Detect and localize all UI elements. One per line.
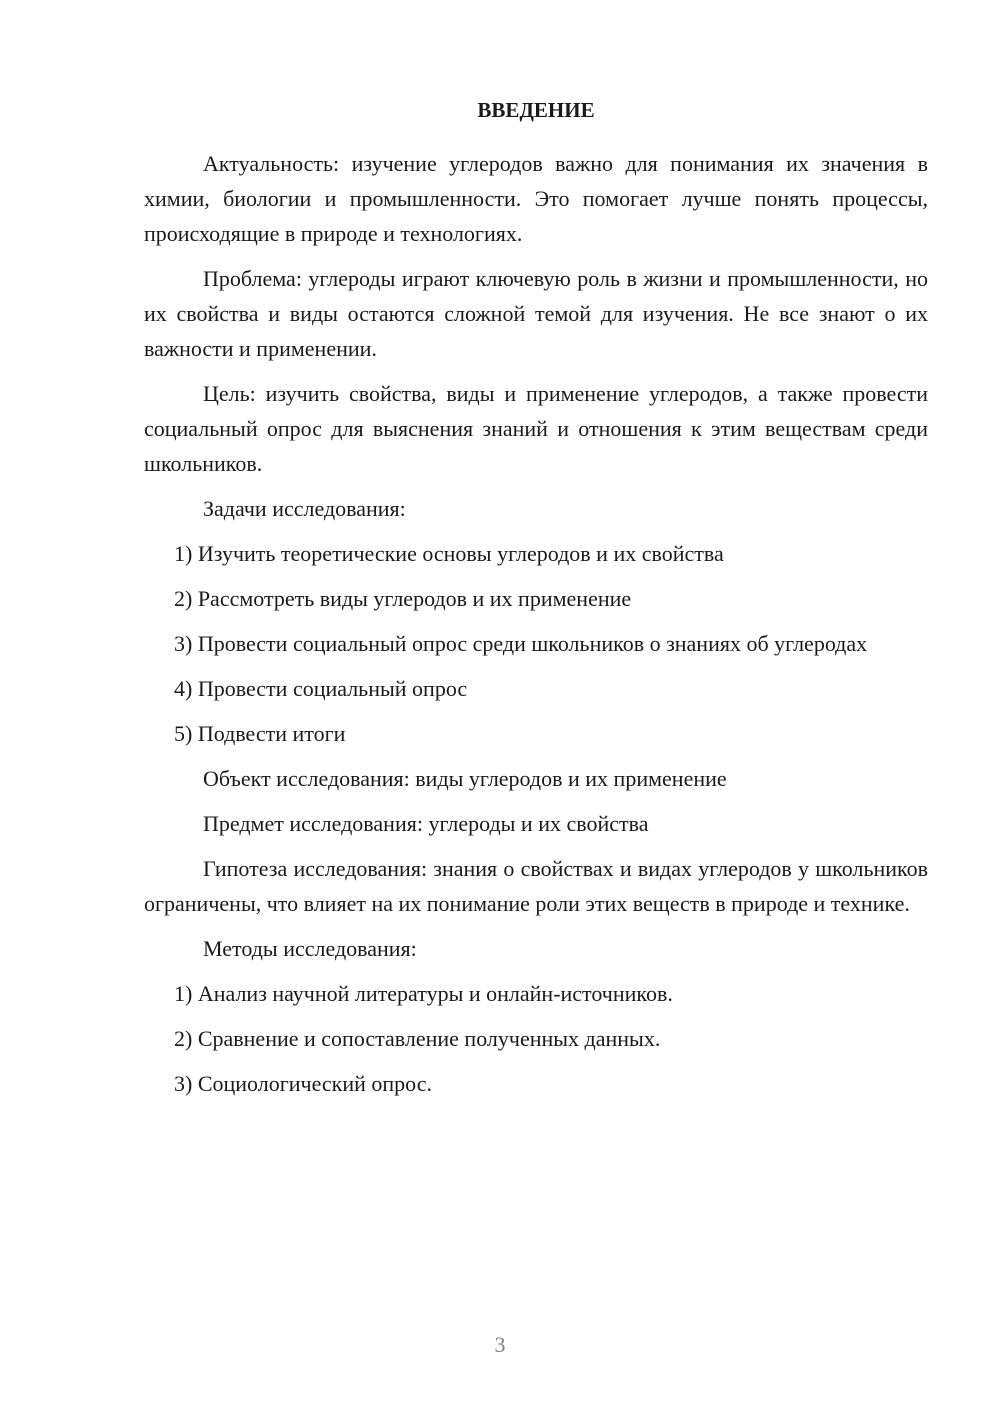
task-item-3: 3) Провести социальный опрос среди школьников о знаниях об углеродах	[174, 631, 868, 656]
subject-paragraph: Предмет исследования: углероды и их свойства	[203, 811, 649, 836]
section-title: ВВЕДЕНИЕ	[477, 98, 595, 122]
task-item-2: 2) Рассмотреть виды углеродов и их применение	[174, 586, 632, 611]
method-item-1: 1) Анализ научной литературы и онлайн-источников.	[174, 981, 673, 1006]
page-number: 3	[494, 1332, 506, 1357]
tasks-heading: Задачи исследования:	[203, 496, 406, 521]
problem-paragraph: Проблема: углероды играют ключевую роль в жизни и промышленности, но их свойства и виды остаются сложной темой для изучения. Не все знают о их важности и применении.	[144, 266, 928, 361]
task-item-1: 1) Изучить теоретические основы углеродов и их свойства	[174, 541, 724, 566]
relevance-paragraph: Актуальность: изучение углеродов важно для понимания их значения в химии, биологии и промышленности. Это помогает лучше понять процессы, происходящие в природе и технологиях.	[144, 151, 928, 246]
object-paragraph: Объект исследования: виды углеродов и их применение	[203, 766, 727, 791]
task-item-5: 5) Подвести итоги	[174, 721, 346, 746]
method-item-3: 3) Социологический опрос.	[174, 1071, 432, 1096]
method-item-2: 2) Сравнение и сопоставление полученных данных.	[174, 1026, 661, 1051]
task-item-4: 4) Провести социальный опрос	[174, 676, 468, 701]
methods-heading: Методы исследования:	[203, 936, 417, 961]
hypothesis-paragraph: Гипотеза исследования: знания о свойствах и видах углеродов у школьников ограничены, что влияет на их понимание роли этих веществ в природе и технике.	[144, 856, 928, 916]
document-page	[144, 96, 928, 1111]
goal-paragraph: Цель: изучить свойства, виды и применение углеродов, а также провести социальный опрос для выяснения знаний и отношения к этим веществам среди школьников.	[144, 381, 928, 476]
